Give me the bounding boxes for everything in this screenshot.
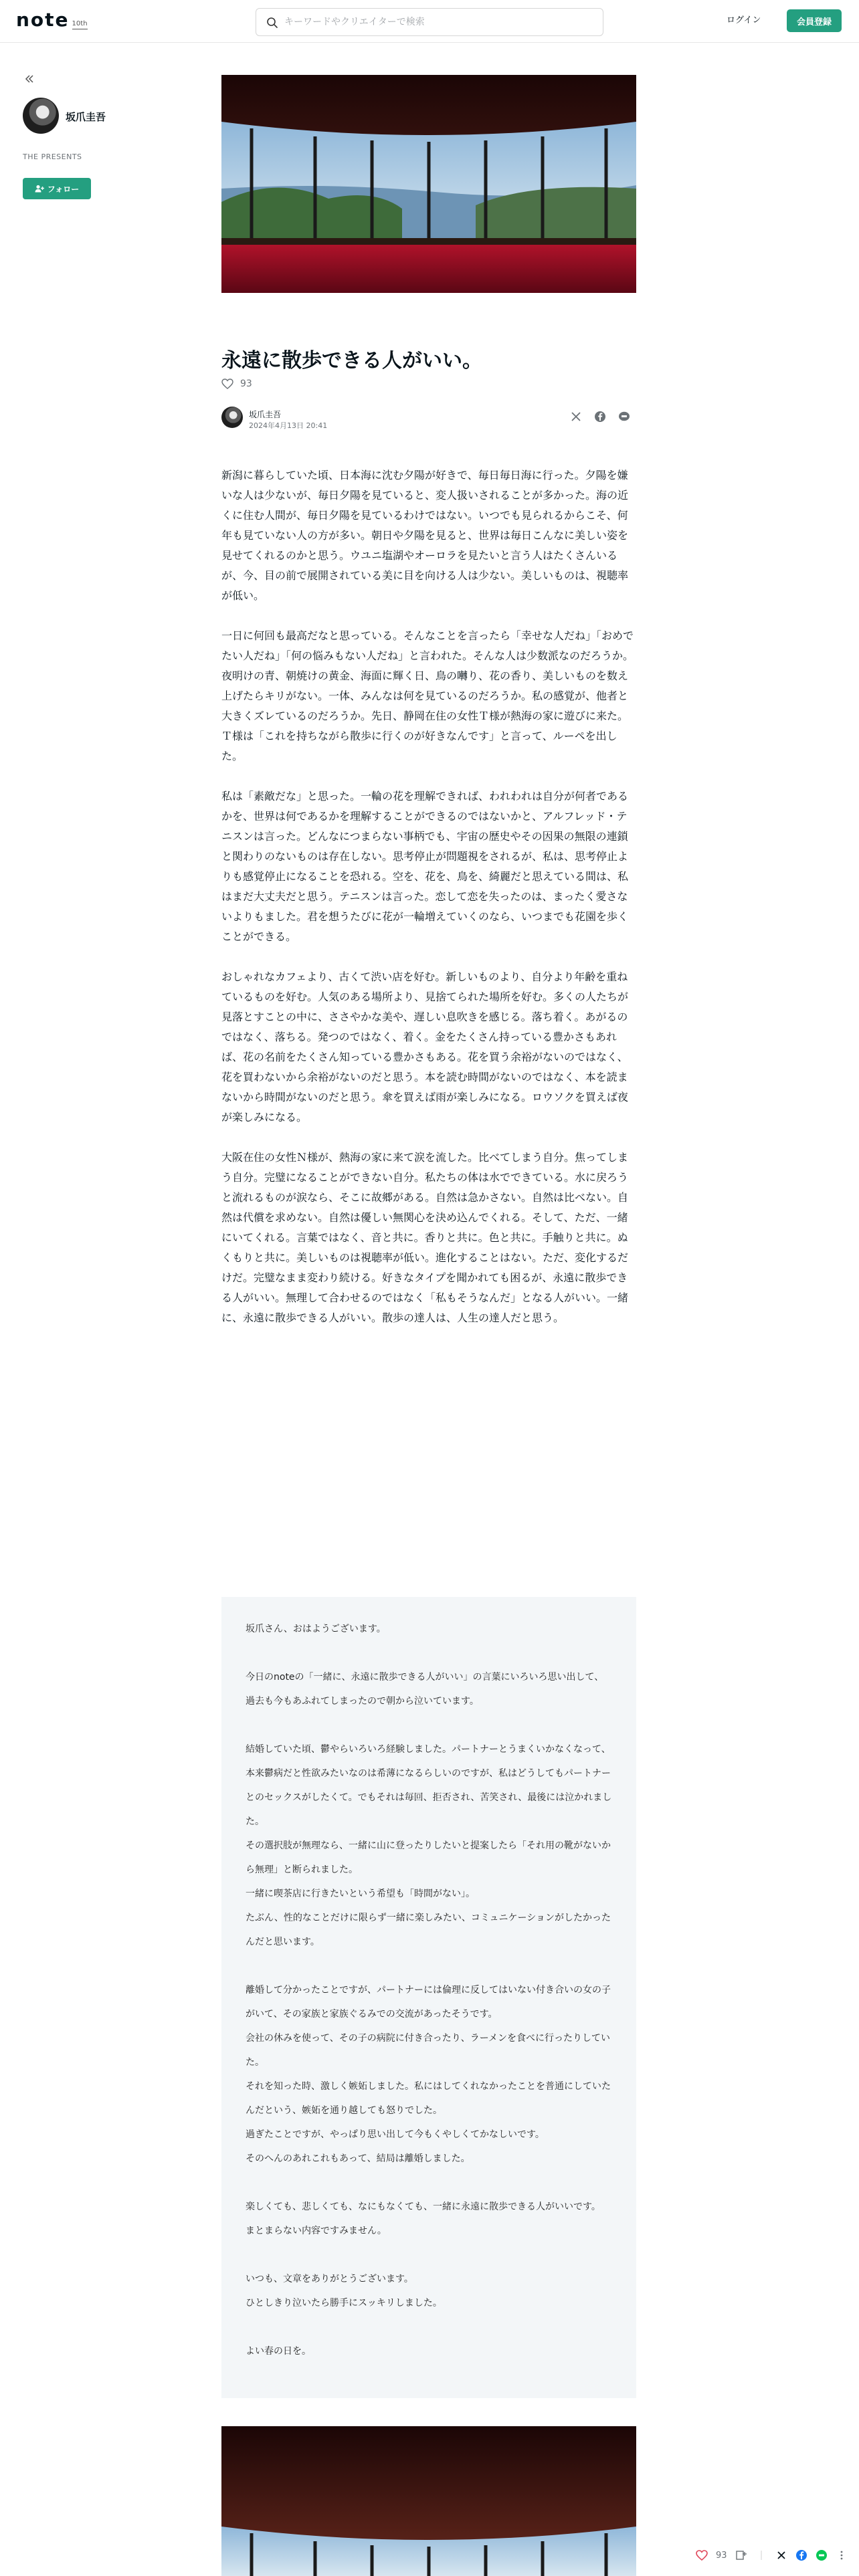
quote-line: その選択肢が無理なら、一緒に山に登ったりしたいと提案したら「それ用の靴がないから無理」と断られました。 — [246, 1840, 611, 1875]
anniversary-badge: 10th — [72, 20, 88, 29]
site-header — [0, 0, 859, 43]
quote-line: ひとしきり泣いたら勝手にスッキリしました。 — [246, 2298, 442, 2309]
collapse-sidebar-icon[interactable] — [23, 72, 36, 86]
like-count: 93 — [240, 379, 252, 389]
paragraph: おしゃれなカフェより、古くて渋い店を好む。新しいものより、自分より年齢を重ねているものを好む。人気のある場所より、見捨てられた場所を好む。多くの人たちが見落とすことの中に、ささやかな美や、遅しい息吹きを感じる。落ち着く。あがるのではなく、落ちる。発つのではなく、着く。金をたくさん持っている豊かさもあれば、花の名前をたくさん知っている豊かさもある。花を買う余裕がないのではなく、花を買わないから余裕がないのだと思う。本を読む時間がないのではなく、本を読まないから時間がないのだと思う。傘を買えば雨が楽しみになる。ロウソクを買えば夜が楽しみになる。 — [221, 970, 629, 1123]
paragraph: 私は「素敵だな」と思った。一輪の花を理解できれば、われわれは自分が何者であるかを、世界は何であるかを理解することができるのではないかと、アルフレッド・テニスンは言った。どんなにつまらない事柄でも、宇宙の歴史やその因果の無限の連鎖と関わりのないものは存在しない。思考停止が問題視をされるが、私は、思考停止よりも感覚停止になることを恐れる。空を、花を、鳥を、綺麗だと思えている間は、私はまだ大丈夫だと思う。テニスンは言った。恋して恋を失ったのは、まったく愛さないよりもました。君を想うたびに花が一輪増えていくのなら、いつまでも花園を歩くことができる。 — [221, 790, 629, 943]
logo-text: note — [16, 9, 70, 31]
quote-line: 結婚していた頃、鬱やらいろいろ経験しました。パートナーとうまくいかなくなって、本来鬱病だと性欲みたいなのは希薄になるらしいのですが、私はどうしてもパートナーとのセックスがしたくて。でもそれは毎回、拒否され、苦笑され、最後には泣かれました。 — [246, 1744, 612, 1827]
quote-line: 過ぎたことですが、やっぱり思い出して今もくやしくてかなしいです。 — [246, 2129, 545, 2140]
quote-line: いつも、文章をありがとうございます。 — [246, 2274, 413, 2284]
publish-date: 2024年4月13日 20:41 — [249, 421, 328, 430]
quote-line: よい春の日を。 — [246, 2346, 311, 2357]
byline-author[interactable]: 坂爪圭吾 — [249, 410, 282, 419]
quote-line: 一緒に喫茶店に行きたいという希望も「時間がない」。 — [246, 1889, 475, 1899]
line-share-icon[interactable] — [618, 411, 630, 423]
article-title: 永遠に散歩できる人がいい。 — [221, 349, 482, 372]
paragraph: 一日に何回も最高だなと思っている。そんなことを言ったら「幸せな人だね」「おめでたい人だね」「何の悩みもない人だね」と言われた。そんな人は少数派なのだろうか。夜明けの青、朝焼けの黄金、海面に輝く日、鳥の囀り、花の香り、美しいものを数え上げたらキリがない。一体、みんなは何を見ているのだろうか。私の感覚が、他者と大きくズレているのだろうか。先日、静岡在住の女性Ｔ様が熱海の家に遊びに来た。Ｔ様は「これを持ちながら散歩に行くのが好きなんです」と言って、ルーペを出した。 — [221, 629, 634, 762]
signup-button[interactable]: 会員登録 — [787, 9, 842, 32]
quote-line: 楽しくても、悲しくても、なにもなくても、一緒に永遠に散歩できる人がいいです。 — [246, 2202, 601, 2212]
facebook-share-icon[interactable] — [795, 2549, 807, 2561]
line-share-icon[interactable] — [816, 2549, 828, 2561]
more-options-icon[interactable] — [836, 2549, 848, 2561]
magazine-name[interactable]: THE PRESENTS — [23, 152, 82, 161]
quote-line: 坂爪さん、おはようございます。 — [246, 1624, 386, 1634]
author-name[interactable]: 坂爪圭吾 — [66, 111, 106, 123]
user-plus-icon — [35, 185, 44, 193]
quoted-message — [221, 1597, 636, 2398]
byline-avatar[interactable] — [221, 407, 243, 428]
follow-label: フォロー — [47, 184, 80, 194]
search-box[interactable] — [256, 8, 603, 36]
heart-icon[interactable] — [221, 379, 233, 389]
floating-action-bar — [696, 2544, 848, 2567]
quote-line: 会社の休みを使って、その子の病院に付き合ったり、ラーメンを食べに行ったりしていた。 — [246, 2033, 611, 2068]
quote-line: たぶん、性的なことだけに限らず一緒に楽しみたい、コミュニケーションがしたかったんだと思います。 — [246, 1913, 611, 1947]
paragraph: 新潟に暮らしていた頃、日本海に沈む夕陽が好きで、毎日毎日海に行った。夕陽を嫌いな人は少ないが、毎日夕陽を見ていると、変人扱いされることが多かった。海の近くに住む人間が、毎日夕陽を見ているわけではない。いつでも見られるからこそ、何年も見ていない人の方が多い。朝日や夕陽を見ると、世界は毎日こんなに美しい姿を見せてくれるのかと思う。ウユニ塩湖やオーロラを見たいと言う人はたくさんいるが、今、目の前で展開されている美に目を向ける人は少ない。美しいものは、視聴率が低い。 — [221, 469, 629, 602]
facebook-share-icon[interactable] — [594, 411, 606, 423]
search-icon — [266, 16, 279, 29]
heart-icon[interactable] — [696, 2549, 708, 2561]
paragraph: 大阪在住の女性Ｎ様が、熱海の家に来て涙を流した。比べてしまう自分。焦ってしまう自分。完璧になることができない自分。私たちの体は水でできている。水に戻ろうと流れるものが涙なら、そこに故郷がある。自然は急かさない。自然は比べない。自然は代償を求めない。自然は優しい無関心を決め込んでくれる。そして、ただ、一緒にいてくれる。言葉ではなく、音と共に。香りと共に。色と共に。手触りと共に。ぬくもりと共に。美しいものは視聴率が低い。進化することはない。ただ、変化するだけだ。完璧なまま変わり続ける。好きなタイプを聞かれても困るが、永遠に散歩できる人がいい。無理して合わせるのではなく「私もそうなんだ」となる人がいい。一緒に、永遠に散歩できる人がいい。散歩の達人は、人生の達人だと思う。 — [221, 1151, 629, 1324]
x-share-icon[interactable] — [775, 2549, 787, 2561]
quote-line: 離婚して分かったことですが、パートナーには倫理に反してはいない付き合いの女の子がいて、その家族と家族ぐるみでの交流があったそうです。 — [246, 1985, 611, 2020]
author-avatar[interactable] — [23, 98, 59, 134]
article-body — [221, 465, 636, 1348]
quote-line: それを知った時、激しく嫉妬しました。私にはしてくれなかったことを普通にしていたんだという、嫉妬を通り越しても怒りでした。 — [246, 2081, 611, 2116]
article-image — [221, 2426, 636, 2576]
login-link[interactable]: ログイン — [727, 15, 761, 25]
hero-image — [221, 75, 636, 293]
quote-line: まとまらない内容ですみません。 — [246, 2226, 387, 2236]
share-buttons — [570, 411, 630, 423]
like-area[interactable] — [221, 379, 252, 389]
quote-line: そのへんのあれこれもあって、結局は離婚しました。 — [246, 2153, 470, 2164]
note-logo[interactable] — [16, 11, 88, 29]
x-share-icon[interactable] — [570, 411, 582, 423]
magazine-add-icon[interactable] — [735, 2549, 747, 2561]
follow-button[interactable] — [23, 178, 91, 199]
floating-like-count: 93 — [716, 2550, 727, 2561]
divider-icon — [755, 2549, 767, 2561]
search-input[interactable] — [284, 9, 592, 35]
quote-line: 今日のnoteの「一緒に、永遠に散歩できる人がいい」の言葉にいろいろ思い出して、過去も今もあふれてしまったので朝から泣いています。 — [246, 1672, 604, 1707]
